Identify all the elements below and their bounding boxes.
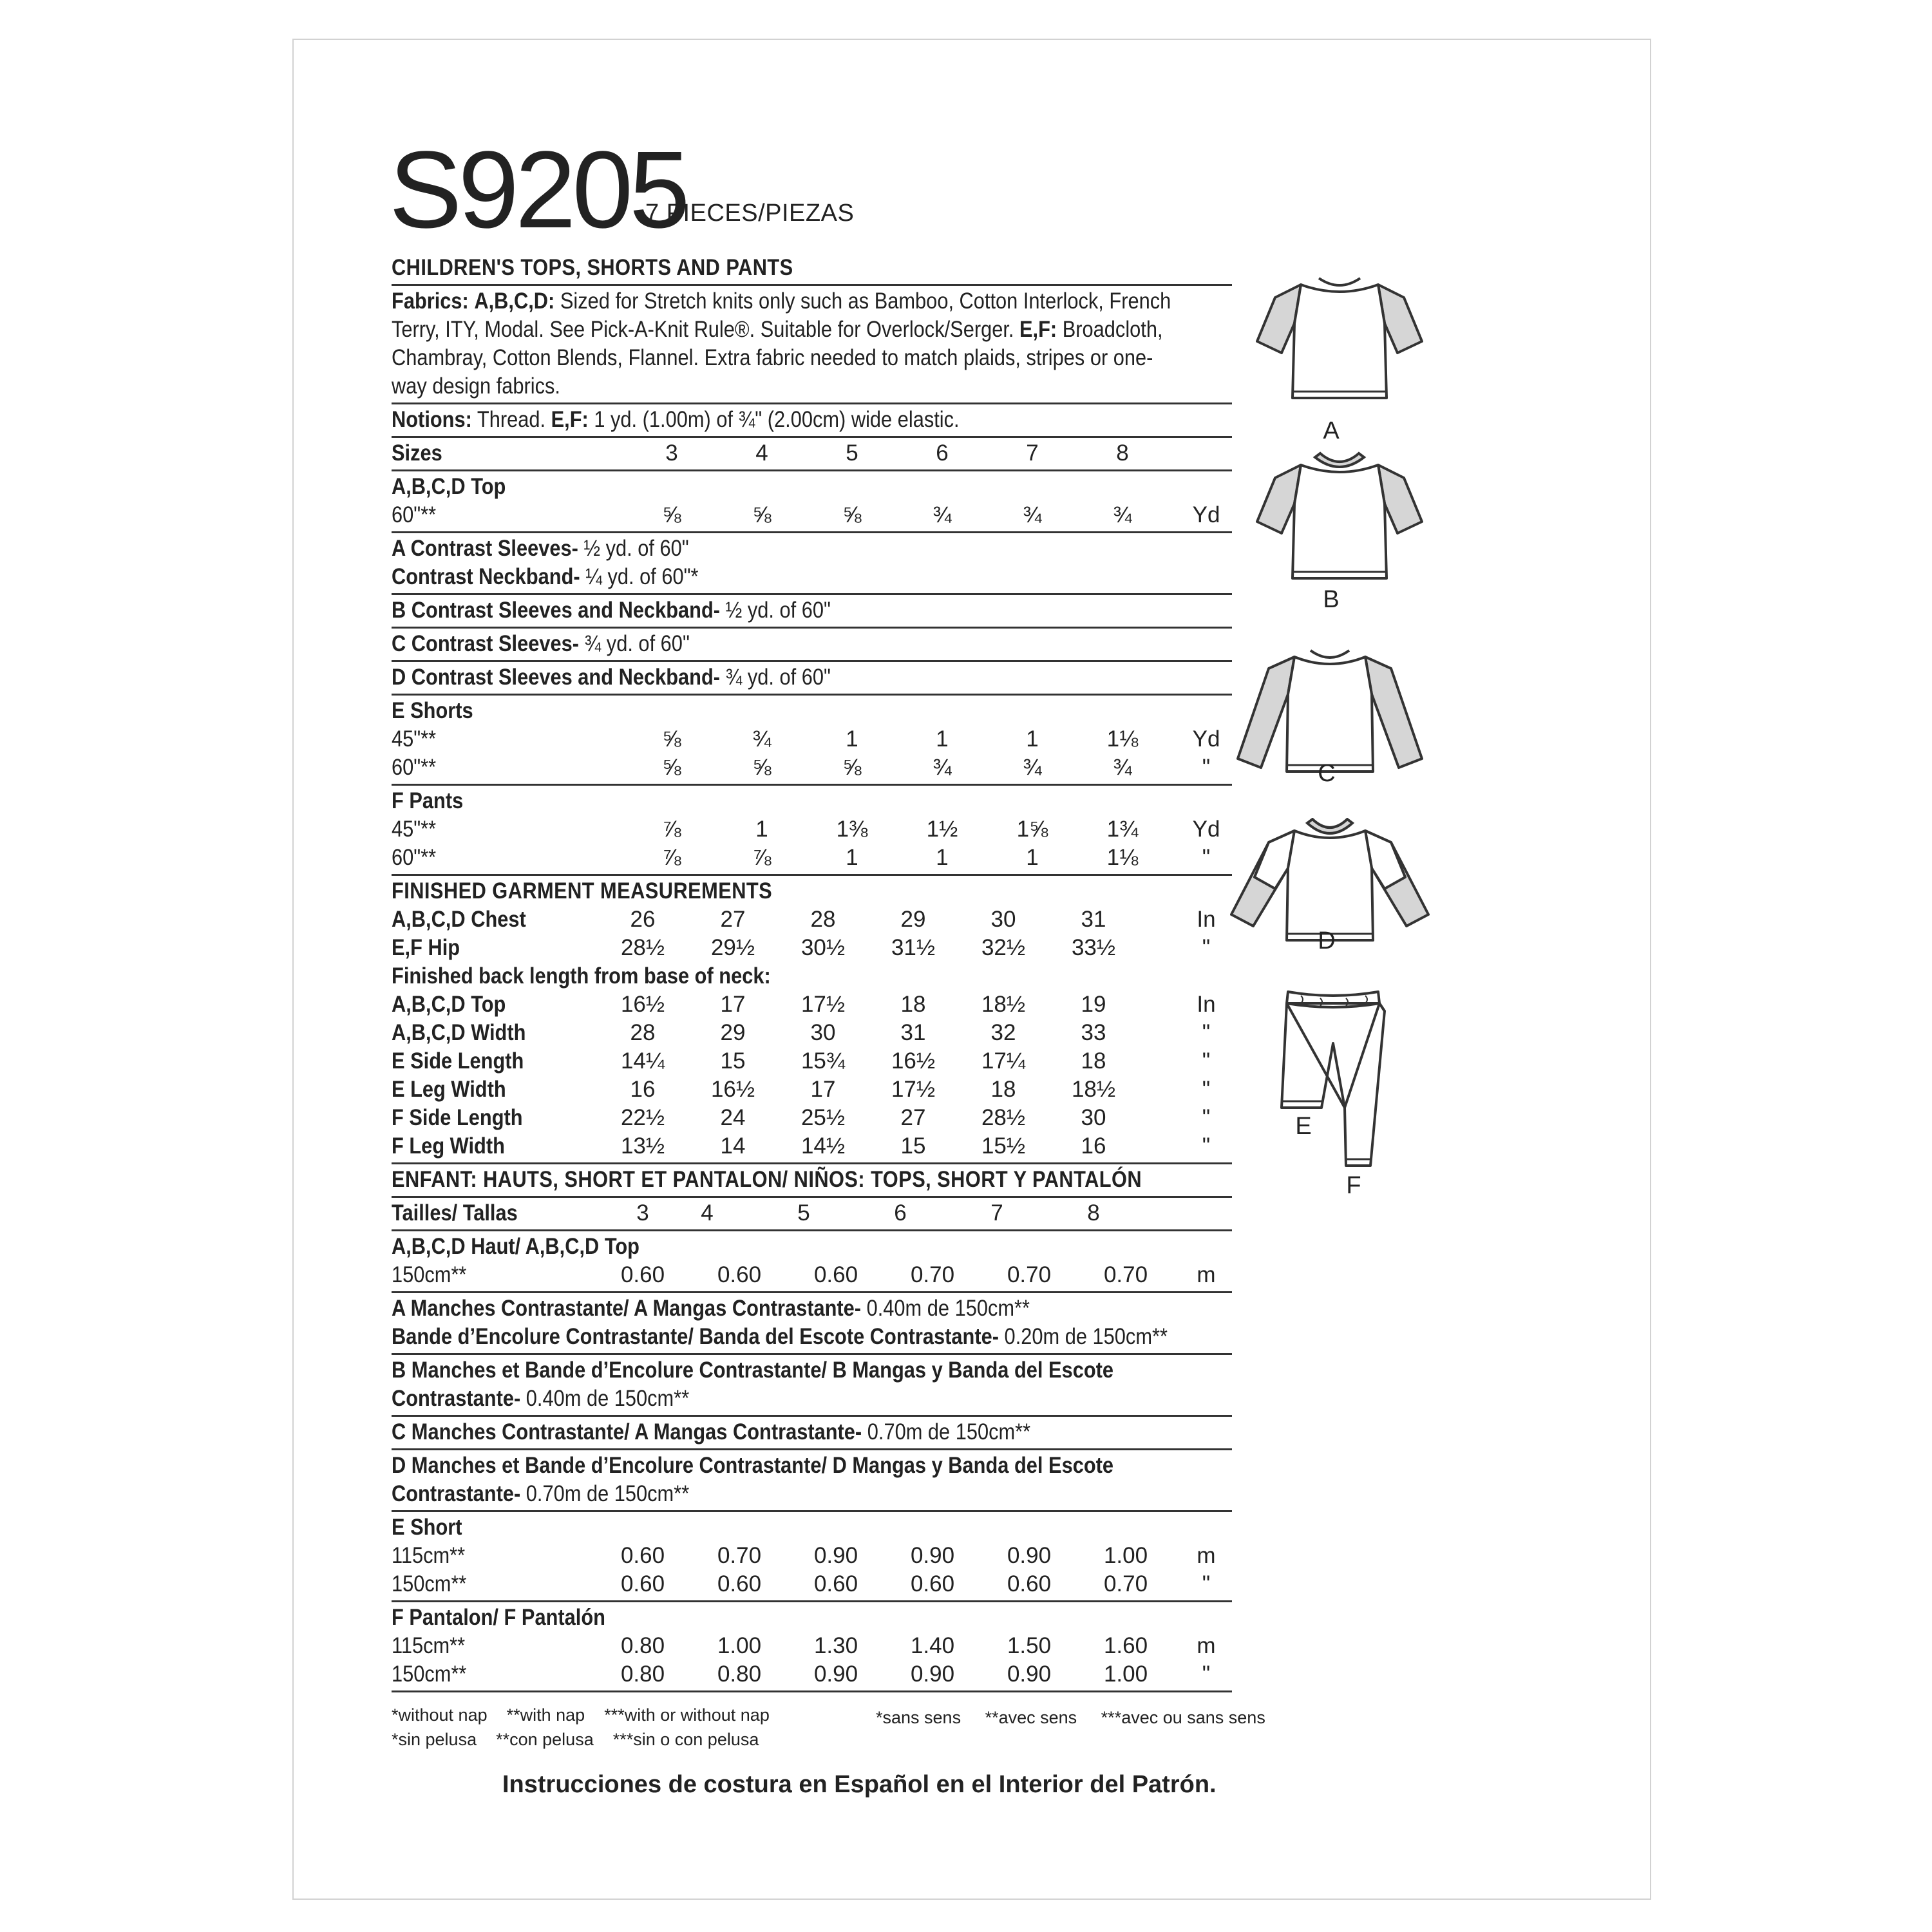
yardage-value: 1 xyxy=(936,726,949,752)
size-value: 5 xyxy=(797,1200,810,1226)
measurement-value: 30 xyxy=(990,907,1016,932)
metric-value: 0.90 xyxy=(910,1543,955,1568)
measurement-value: 28½ xyxy=(620,935,665,960)
metric-unit: " xyxy=(1202,1662,1211,1687)
pants-yardage-label: F Pants xyxy=(392,788,464,813)
yardage-unit: " xyxy=(1202,845,1211,870)
metric-value: 0.60 xyxy=(620,1543,665,1568)
metric-short-heading xyxy=(392,1513,1232,1542)
sizes-section xyxy=(392,438,1232,471)
measurement-label: A,B,C,D Width xyxy=(392,1020,526,1045)
yardage-value: ¾ xyxy=(933,755,952,780)
metric-value: 0.80 xyxy=(620,1662,665,1687)
contrast-text: 0.70m de 150cm** xyxy=(520,1481,690,1506)
yardage-value: ¾ xyxy=(1023,755,1042,780)
measurement-unit: " xyxy=(1202,1133,1211,1159)
yardage-row xyxy=(392,753,1232,782)
contrast-label: B Contrast Sleeves and Neckband- xyxy=(392,598,721,623)
measurement-value: 17 xyxy=(720,992,746,1017)
yardage-value: 1¾ xyxy=(1106,817,1139,842)
measurement-row xyxy=(392,1104,1232,1132)
pattern-code: S9205 xyxy=(389,129,687,251)
contrast-label: C Contrast Sleeves- xyxy=(392,631,579,656)
yardage-value: ¾ xyxy=(752,726,772,752)
metric-pantalon-label: F Pantalon/ F Pantalón xyxy=(392,1605,605,1630)
metric-value: 0.60 xyxy=(717,1571,762,1596)
measurement-value: 17½ xyxy=(891,1077,936,1102)
view-label: B xyxy=(1323,586,1340,613)
measurement-value: 16 xyxy=(1081,1133,1106,1159)
measurement-unit: " xyxy=(1202,1077,1211,1102)
metric-contrast-a-line-2 xyxy=(392,1323,1168,1351)
metric-value: 1.40 xyxy=(910,1633,955,1658)
fabrics-label: Fabrics: xyxy=(392,289,469,314)
metric-value: 0.80 xyxy=(620,1633,665,1658)
fabric-width: 150cm** xyxy=(392,1571,467,1596)
yardage-value: 1⅛ xyxy=(1106,726,1139,752)
yardage-value: 1 xyxy=(1026,726,1039,752)
metric-value: 0.90 xyxy=(813,1543,858,1568)
measurement-unit: " xyxy=(1202,1105,1211,1130)
yardage-unit: " xyxy=(1202,755,1211,780)
metric-title: ENFANT: HAUTS, SHORT ET PANTALON/ NIÑOS: TOPS, SHORT Y PANTALÓN xyxy=(392,1167,1142,1192)
metric-sizes-row xyxy=(392,1199,1232,1227)
metric-value: 0.70 xyxy=(1007,1262,1052,1287)
metric-unit: m xyxy=(1197,1543,1216,1568)
contrast-text: 0.20m de 150cm** xyxy=(999,1324,1168,1349)
notions-line xyxy=(392,406,1131,434)
fabrics-ef-text: Broadcloth, xyxy=(1057,317,1163,342)
metric-row xyxy=(392,1632,1232,1660)
measurement-label: E,F Hip xyxy=(392,935,460,960)
measurement-unit: In xyxy=(1197,992,1216,1017)
measurement-row xyxy=(392,1047,1232,1075)
measurement-value: 14½ xyxy=(800,1133,846,1159)
measurement-value: 30½ xyxy=(800,935,846,960)
measurement-value: 19 xyxy=(1081,992,1106,1017)
yardage-value: 1½ xyxy=(926,817,958,842)
yardage-row xyxy=(392,501,1232,529)
contrast-label: D Manches et Bande d’Encolure Contrastante/ D Mangas y Banda del Escote xyxy=(392,1453,1114,1478)
metric-value: 1.60 xyxy=(1103,1633,1148,1658)
metric-top-heading xyxy=(392,1233,1232,1261)
yardage-row xyxy=(392,815,1232,844)
pants-yardage-section xyxy=(392,786,1232,876)
measurement-value: 15¾ xyxy=(800,1048,846,1074)
fabric-width: 115cm** xyxy=(392,1543,466,1568)
metric-row xyxy=(392,1542,1232,1570)
yardage-value: ¾ xyxy=(933,502,952,527)
measurements-heading xyxy=(392,877,1232,905)
fabric-width: 150cm** xyxy=(392,1662,467,1687)
notions-ef-label: E,F: xyxy=(551,407,589,432)
metric-value: 0.90 xyxy=(910,1662,955,1687)
contrast-text: ¼ yd. of 60"* xyxy=(580,564,699,589)
yardage-value: ¾ xyxy=(1113,502,1132,527)
measurement-label: E Leg Width xyxy=(392,1077,506,1102)
metric-value: 0.60 xyxy=(813,1262,858,1287)
measurement-value: 31 xyxy=(900,1020,926,1045)
contrast-label: Contrastante- xyxy=(392,1481,521,1506)
top-yardage-heading xyxy=(392,473,1232,501)
metric-value: 0.90 xyxy=(813,1662,858,1687)
metric-contrast-a-section xyxy=(392,1293,1232,1355)
metric-value: 0.60 xyxy=(813,1571,858,1596)
yardage-value: ⅝ xyxy=(662,755,681,780)
contrast-a-section xyxy=(392,533,1232,595)
metric-value: 0.70 xyxy=(1103,1262,1148,1287)
measurement-unit: In xyxy=(1197,907,1216,932)
contrast-label: Contrastante- xyxy=(392,1386,521,1411)
measurement-value: 15 xyxy=(900,1133,926,1159)
yardage-unit: Yd xyxy=(1192,502,1220,527)
measurement-value: 22½ xyxy=(620,1105,665,1130)
measurement-label: E Side Length xyxy=(392,1048,524,1074)
metric-value: 0.60 xyxy=(620,1571,665,1596)
shorts-yardage-label: E Shorts xyxy=(392,698,473,723)
metric-value: 0.80 xyxy=(717,1662,762,1687)
measurement-value: 14 xyxy=(720,1133,746,1159)
fabric-width: 60"** xyxy=(392,845,437,870)
measurement-row xyxy=(392,1019,1232,1047)
measurement-unit: " xyxy=(1202,1020,1211,1045)
footnote-spanish: *sin pelusa **con pelusa ***sin o con pelusa xyxy=(392,1730,759,1749)
yardage-value: ⅞ xyxy=(662,817,681,842)
fabrics-line-2 xyxy=(392,316,1163,344)
fabric-width: 60"** xyxy=(392,755,437,780)
metric-contrast-a-line-1 xyxy=(392,1294,1131,1323)
yardage-value: ⅝ xyxy=(842,755,862,780)
metric-unit: m xyxy=(1197,1262,1216,1287)
yardage-row xyxy=(392,844,1232,872)
yardage-value: 1 xyxy=(846,726,858,752)
view-c-illustration xyxy=(1236,644,1423,779)
view-b-illustration xyxy=(1256,451,1423,592)
measurement-value: 26 xyxy=(630,907,656,932)
metric-value: 0.90 xyxy=(1007,1662,1052,1687)
measurement-value: 33 xyxy=(1081,1020,1106,1045)
yardage-row xyxy=(392,725,1232,753)
yardage-value: ⅞ xyxy=(662,845,681,870)
yardage-value: ⅝ xyxy=(662,726,681,752)
fabric-width: 115cm** xyxy=(392,1633,466,1658)
contrast-text: ½ yd. of 60" xyxy=(578,536,689,561)
metric-contrast-b-section xyxy=(392,1355,1232,1417)
view-label: C xyxy=(1318,760,1336,787)
view-label: D xyxy=(1318,927,1336,954)
measurement-value: 32½ xyxy=(981,935,1026,960)
measurement-label: A,B,C,D Top xyxy=(392,992,506,1017)
metric-contrast-c-line xyxy=(392,1418,1131,1446)
fabric-width: 45"** xyxy=(392,817,437,842)
measurement-row xyxy=(392,1132,1232,1160)
measurement-value: 16½ xyxy=(710,1077,755,1102)
pants-yardage-heading xyxy=(392,787,1232,815)
measurement-value: 31 xyxy=(1081,907,1106,932)
measurement-unit: " xyxy=(1202,935,1211,960)
view-label: F xyxy=(1346,1172,1361,1199)
measurement-value: 24 xyxy=(720,1105,746,1130)
contrast-label: D Contrast Sleeves and Neckband- xyxy=(392,665,721,690)
measurement-value: 27 xyxy=(720,907,746,932)
contrast-label: Contrast Neckband- xyxy=(392,564,580,589)
contrast-text: 0.40m de 150cm** xyxy=(520,1386,690,1411)
measurement-value: 16½ xyxy=(620,992,665,1017)
measurement-value: 25½ xyxy=(800,1105,846,1130)
yardage-value: 1 xyxy=(846,845,858,870)
top-yardage-section xyxy=(392,471,1232,533)
contrast-a-line-2 xyxy=(392,563,1131,591)
measurements-section xyxy=(392,876,1232,1164)
yardage-unit: Yd xyxy=(1192,726,1220,752)
metric-value: 1.30 xyxy=(813,1633,858,1658)
metric-unit: " xyxy=(1202,1571,1211,1596)
measurement-value: 18½ xyxy=(1071,1077,1116,1102)
metric-short-label: E Short xyxy=(392,1515,462,1540)
contrast-text: ¾ yd. of 60" xyxy=(578,631,690,656)
metric-top-section xyxy=(392,1231,1232,1293)
pieces-count: 7 PIECES/PIEZAS xyxy=(645,200,855,227)
contrast-label: A Manches Contrastante/ A Mangas Contrastante- xyxy=(392,1296,862,1321)
measurement-value: 31½ xyxy=(891,935,936,960)
metric-row xyxy=(392,1660,1232,1689)
contrast-text: 0.70m de 150cm** xyxy=(862,1419,1031,1444)
measurement-value: 18 xyxy=(1081,1048,1106,1074)
metric-unit: m xyxy=(1197,1633,1216,1658)
garment-title: CHILDREN'S TOPS, SHORTS AND PANTS xyxy=(392,255,793,280)
contrast-label: C Manches Contrastante/ A Mangas Contrastante- xyxy=(392,1419,862,1444)
measurement-value: 28 xyxy=(630,1020,656,1045)
metric-value: 1.00 xyxy=(1103,1662,1148,1687)
measurement-value: 18½ xyxy=(981,992,1026,1017)
sizes-row xyxy=(392,439,1232,468)
yardage-value: 1⅛ xyxy=(1106,845,1139,870)
measurement-row xyxy=(392,934,1232,962)
sizes-label: Sizes xyxy=(392,440,442,466)
size-value: 6 xyxy=(894,1200,907,1226)
metric-contrast-d-section xyxy=(392,1450,1232,1512)
metric-row xyxy=(392,1261,1232,1289)
measurement-value: 33½ xyxy=(1071,935,1116,960)
view-ef-illustration xyxy=(1275,985,1391,1172)
yardage-value: 1 xyxy=(1026,845,1039,870)
size-value: 7 xyxy=(990,1200,1003,1226)
notions-text: Thread. xyxy=(471,407,551,432)
contrast-b-section xyxy=(392,595,1232,629)
size-value: 8 xyxy=(1116,440,1129,466)
measurement-value: 17¼ xyxy=(981,1048,1026,1074)
metric-contrast-c-section xyxy=(392,1417,1232,1450)
measurement-value: 16 xyxy=(630,1077,656,1102)
fabrics-section xyxy=(392,286,1232,404)
metric-contrast-b-line-2 xyxy=(392,1385,1131,1413)
metric-pantalon-section xyxy=(392,1602,1232,1692)
size-value: 8 xyxy=(1087,1200,1100,1226)
contrast-d-line xyxy=(392,663,1131,692)
footnote-french: *sans sens **avec sens ***avec ou sans sens xyxy=(876,1708,1265,1727)
size-value: 5 xyxy=(846,440,858,466)
yardage-value: 1 xyxy=(755,817,768,842)
size-value: 7 xyxy=(1026,440,1039,466)
yardage-value: ¾ xyxy=(1113,755,1132,780)
metric-short-section xyxy=(392,1512,1232,1602)
yardage-value: 1 xyxy=(936,845,949,870)
contrast-a-line-1 xyxy=(392,535,1131,563)
metric-value: 0.70 xyxy=(1103,1571,1148,1596)
yardage-value: ⅝ xyxy=(842,502,862,527)
yardage-value: ¾ xyxy=(1023,502,1042,527)
view-label: E xyxy=(1295,1113,1312,1140)
measurement-row xyxy=(392,1075,1232,1104)
yardage-value: ⅞ xyxy=(752,845,772,870)
metric-value: 0.70 xyxy=(717,1543,762,1568)
yardage-value: ⅝ xyxy=(752,755,772,780)
measurement-value: 16½ xyxy=(891,1048,936,1074)
spanish-instructions-note: Instrucciones de costura en Español en el Interior del Patrón. xyxy=(502,1771,1217,1798)
metric-pantalon-heading xyxy=(392,1604,1232,1632)
measurement-value: 29 xyxy=(720,1020,746,1045)
metric-value: 0.60 xyxy=(1007,1571,1052,1596)
measurement-value: 32 xyxy=(990,1020,1016,1045)
shorts-yardage-section xyxy=(392,696,1232,786)
metric-contrast-d-line-2 xyxy=(392,1480,1131,1508)
fabric-width: 150cm** xyxy=(392,1262,467,1287)
size-value: 3 xyxy=(636,1200,649,1226)
measurement-label: F Side Length xyxy=(392,1105,523,1130)
metric-value: 0.60 xyxy=(620,1262,665,1287)
yardage-value: ⅝ xyxy=(662,502,681,527)
size-value: 3 xyxy=(665,440,678,466)
metric-value: 1.50 xyxy=(1007,1633,1052,1658)
size-value: 4 xyxy=(755,440,768,466)
fabric-width: 60"** xyxy=(392,502,437,527)
metric-sizes-section xyxy=(392,1198,1232,1231)
contrast-c-line xyxy=(392,630,1131,658)
yardage-value: 1⅝ xyxy=(1016,817,1048,842)
fabrics-line-3: Chambray, Cotton Blends, Flannel. Extra fabric needed to match plaids, stripes or one- xyxy=(392,345,1153,370)
measurement-label: F Leg Width xyxy=(392,1133,505,1159)
measurements-title: FINISHED GARMENT MEASUREMENTS xyxy=(392,878,773,904)
contrast-text: 0.40m de 150cm** xyxy=(861,1296,1030,1321)
measurement-value: 28 xyxy=(810,907,836,932)
metric-value: 1.00 xyxy=(1103,1543,1148,1568)
metric-value: 1.00 xyxy=(717,1633,762,1658)
metric-top-label: A,B,C,D Haut/ A,B,C,D Top xyxy=(392,1234,639,1259)
measurement-value: 18 xyxy=(900,992,926,1017)
size-value: 4 xyxy=(701,1200,714,1226)
footnotes-english-spanish xyxy=(392,1703,770,1752)
fabrics-line-1 xyxy=(392,287,1171,316)
measurement-value: 29 xyxy=(900,907,926,932)
metric-title-section xyxy=(392,1164,1232,1198)
metric-row xyxy=(392,1570,1232,1598)
notions-label: Notions: xyxy=(392,407,472,432)
fabric-width: 45"** xyxy=(392,726,437,752)
measurement-value: 17½ xyxy=(800,992,846,1017)
fabrics-ef-label: E,F: xyxy=(1019,317,1057,342)
yardage-unit: Yd xyxy=(1192,817,1220,842)
shorts-yardage-heading xyxy=(392,697,1232,725)
measurement-row xyxy=(392,905,1232,934)
metric-value: 0.90 xyxy=(1007,1543,1052,1568)
measurement-label: A,B,C,D Chest xyxy=(392,907,526,932)
notions-section xyxy=(392,404,1232,438)
back-length-heading xyxy=(392,962,1232,990)
contrast-text: ½ yd. of 60" xyxy=(720,598,831,623)
metric-sizes-label: Tailles/ Tallas xyxy=(392,1200,518,1226)
metric-value: 0.60 xyxy=(910,1571,955,1596)
measurement-value: 28½ xyxy=(981,1105,1026,1130)
contrast-d-section xyxy=(392,662,1232,696)
contrast-label: A Contrast Sleeves- xyxy=(392,536,578,561)
view-label: A xyxy=(1323,417,1340,444)
contrast-label: Bande d’Encolure Contrastante/ Banda del Escote Contrastante- xyxy=(392,1324,999,1349)
yardage-value: 1⅜ xyxy=(836,817,868,842)
measurement-row xyxy=(392,990,1232,1019)
fabrics-line-4: way design fabrics. xyxy=(392,374,560,399)
back-length-label: Finished back length from base of neck: xyxy=(392,963,771,989)
measurement-value: 18 xyxy=(990,1077,1016,1102)
top-yardage-label: A,B,C,D Top xyxy=(392,474,506,499)
measurement-value: 17 xyxy=(810,1077,836,1102)
title-section xyxy=(392,252,1232,286)
measurement-value: 15½ xyxy=(981,1133,1026,1159)
measurement-value: 30 xyxy=(1081,1105,1106,1130)
contrast-text: ¾ yd. of 60" xyxy=(720,665,831,690)
fabrics-abcd-label: A,B,C,D: xyxy=(474,289,555,314)
view-a-illustration xyxy=(1256,270,1423,431)
contrast-label: B Manches et Bande d’Encolure Contrastante/ B Mangas y Banda del Escote xyxy=(392,1358,1114,1383)
yardage-value: ⅝ xyxy=(752,502,772,527)
measurement-value: 13½ xyxy=(620,1133,665,1159)
contrast-b-line xyxy=(392,596,1131,625)
metric-value: 0.70 xyxy=(910,1262,955,1287)
footnote-english: *without nap **with nap ***with or without nap xyxy=(392,1705,770,1725)
size-value: 6 xyxy=(936,440,949,466)
measurement-value: 29½ xyxy=(710,935,755,960)
measurement-value: 27 xyxy=(900,1105,926,1130)
measurement-value: 15 xyxy=(720,1048,746,1074)
metric-value: 0.60 xyxy=(717,1262,762,1287)
measurement-value: 14¼ xyxy=(620,1048,665,1074)
contrast-c-section xyxy=(392,629,1232,662)
measurement-value: 30 xyxy=(810,1020,836,1045)
notions-ef-text: 1 yd. (1.00m) of ¾" (2.00cm) wide elastic. xyxy=(588,407,960,432)
measurement-unit: " xyxy=(1202,1048,1211,1074)
pattern-info-table xyxy=(392,252,1232,1692)
fabrics-text-1: Sized for Stretch knits only such as Bamboo, Cotton Interlock, French xyxy=(554,289,1171,314)
fabrics-text-2: Terry, ITY, Modal. See Pick-A-Knit Rule®. Suitable for Overlock/Serger. xyxy=(392,317,1020,342)
